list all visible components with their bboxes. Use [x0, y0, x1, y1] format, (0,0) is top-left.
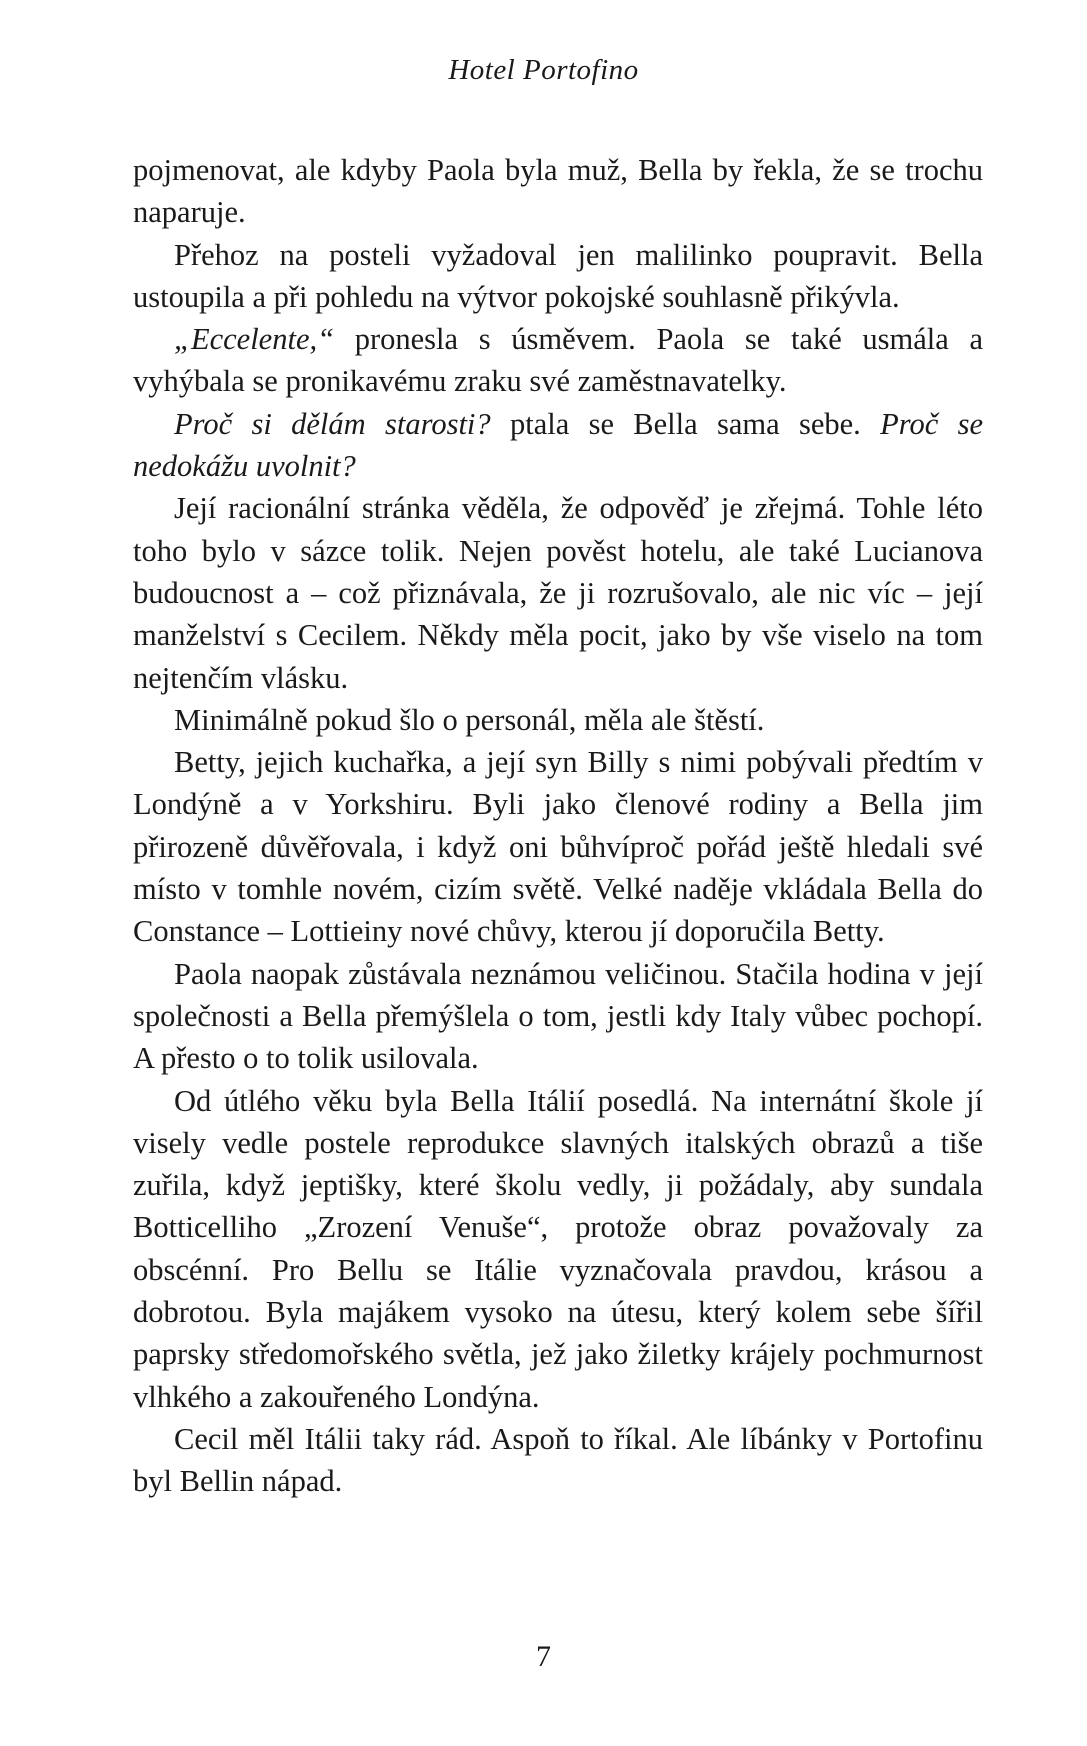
- paragraph-4: [133, 403, 983, 488]
- inner-thought-2: Proč se nedokážu uvolnit?: [133, 406, 984, 484]
- paragraph-6: Minimálně pokud šlo o personál, měla ale štěstí.: [174, 702, 765, 737]
- page-number: 7: [536, 1640, 551, 1673]
- paragraph-3-text: pronesla s úsměvem. Paola se také usmála a vyhýbala se pronikavému zraku své zaměstnavatelky.: [133, 322, 983, 399]
- paragraph-10: Cecil měl Itálii taky rád. Aspoň to říkal. Ale líbánky v Portofinu byl Bellin nápad.: [133, 1421, 983, 1499]
- running-head-title: Hotel Portofino: [448, 54, 639, 86]
- paragraph-8: Paola naopak zůstávala neznámou veličinou. Stačila hodina v její společnosti a Bella přemýšlela o tom, jestli kdy Italy vůbec pochopí. A přesto o to tolik usilovala.: [133, 956, 983, 1076]
- paragraph-4-text: ptala se Bella sama sebe.: [490, 406, 881, 441]
- paragraph-9: Od útlého věku byla Bella Itálií posedlá. Na internátní škole jí visely vedle postele reprodukce slavných italských obrazů a tiše zuřila, když jeptišky, které školu vedly, ji požádaly, aby sundala Botticelliho „Zrození Venuše“, protože obraz považovaly za obscénní. Pro Bellu se Itálie vyznačovala pravdou, krásou a dobrotou. Byla majákem vysoko na útesu, který kolem sebe šířil paprsky středomořského světla, jež jako žiletky krájely pochmurnost vlhkého a zakouřeného Londýna.: [133, 1083, 983, 1414]
- paragraph-2: Přehoz na posteli vyžadoval jen malilinko poupravit. Bella ustoupila a při pohledu na výtvor pokojské souhlasně přikývla.: [133, 237, 983, 314]
- paragraph-5: Její racionální stránka věděla, že odpověď je zřejmá. Tohle léto toho bylo v sázce tolik. Nejen pověst hotelu, ale také Lucianova budoucnost a – což přiznávala, že ji rozrušovalo, ale nic víc – její manželství s Cecilem. Někdy měla pocit, jako by vše viselo na tom nejtenčím vlásku.: [133, 491, 983, 695]
- paragraph-3: [133, 318, 983, 403]
- quote-eccelente: „Eccelente,“: [174, 322, 335, 357]
- paragraph-1: pojmenovat, ale kdyby Paola byla muž, Bella by řekla, že se trochu naparuje.: [133, 153, 983, 230]
- paragraph-7: Betty, jejich kuchařka, a její syn Billy s nimi pobývali předtím v Londýně a v Yorkshiru. Byli jako členové rodiny a Bella jim přirozeně důvěřovala, i když oni bůhvíproč pořád ještě hledali své místo v tomhle novém, cizím světě. Velké naděje vkládala Bella do Constance – Lottieiny nové chůvy, kterou jí doporučila Betty.: [133, 745, 983, 949]
- inner-thought-1: Proč si dělám starosti?: [174, 406, 491, 441]
- body-text: [133, 149, 983, 1503]
